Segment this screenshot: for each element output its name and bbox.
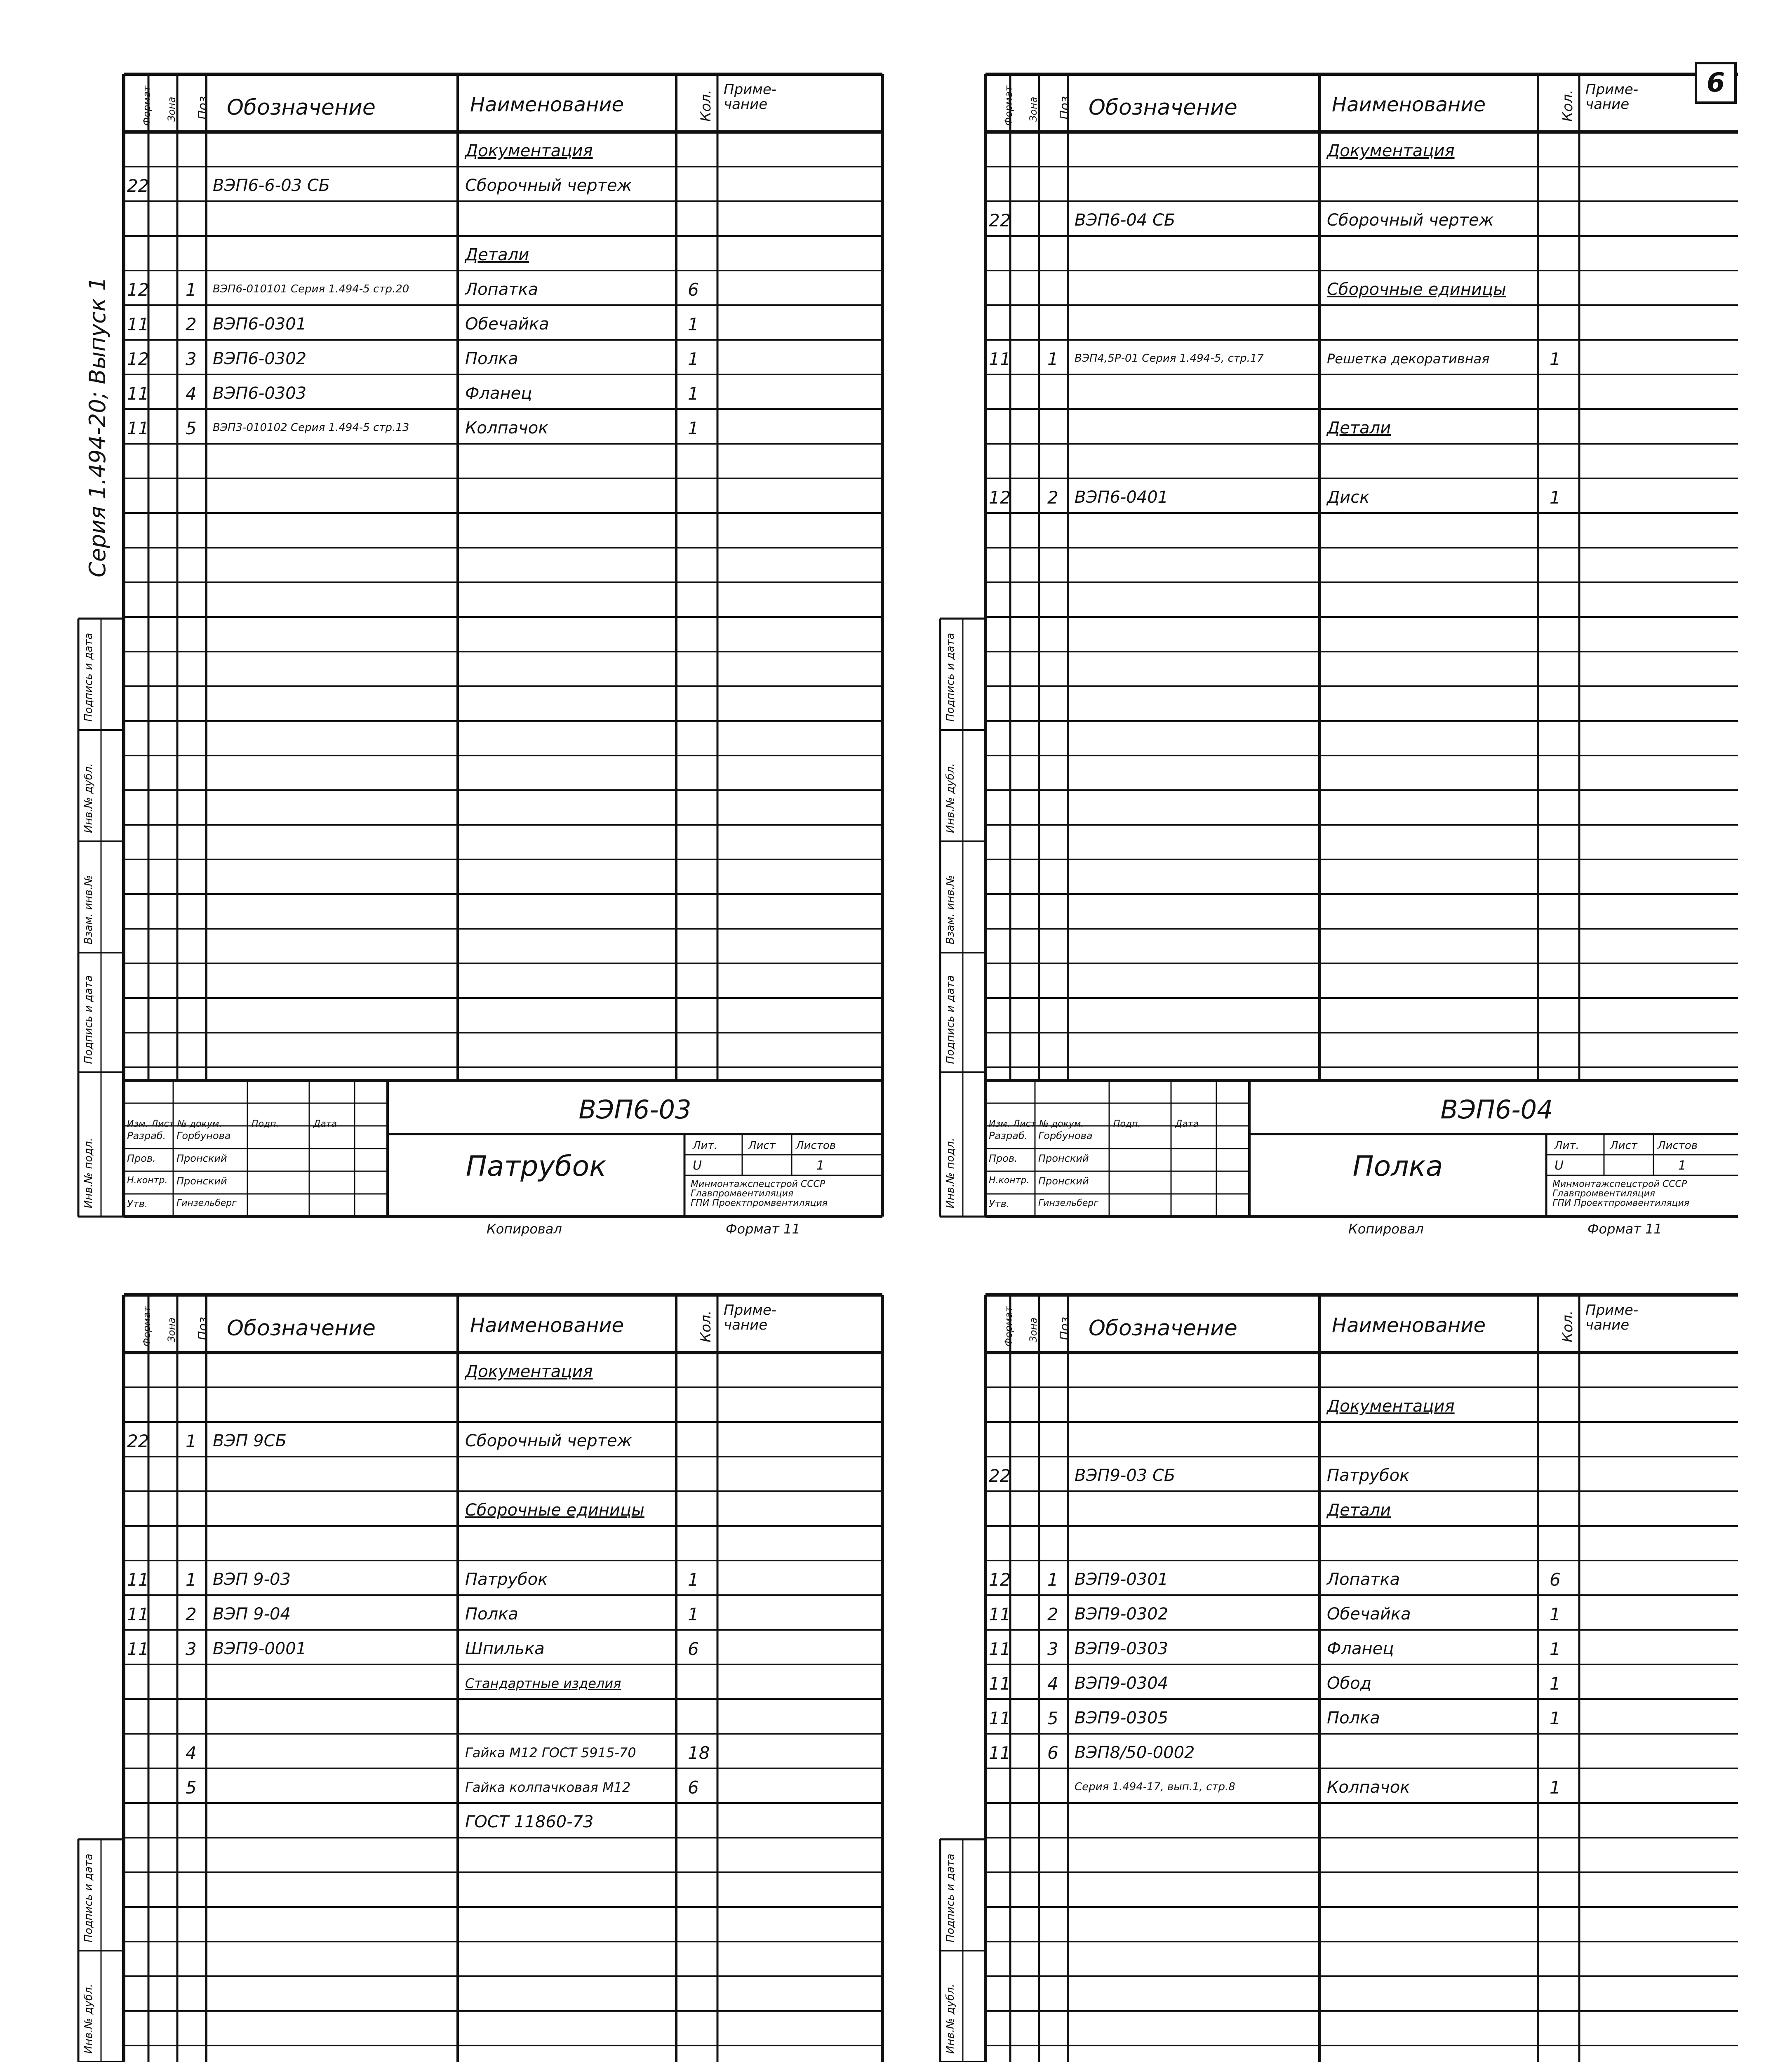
series-margin-note: Серия 1.494-20; Выпуск 1 [85, 277, 111, 577]
header-designation: Обозначение [1089, 95, 1237, 120]
cell-format: 11 [127, 1570, 149, 1590]
header-name: Наименование [1332, 93, 1486, 116]
cell-format: 11 [989, 1604, 1011, 1624]
cell-name: Решетка декоративная [1327, 351, 1490, 367]
cell-pos: 5 [186, 418, 197, 438]
cell-qty: 1 [1550, 1674, 1561, 1694]
header-note: Приме- чание [724, 1302, 777, 1333]
cell-pos: 5 [1047, 1708, 1058, 1728]
cell-designation: ВЭП9-0001 [213, 1639, 307, 1658]
cell-pos: 1 [186, 1431, 197, 1451]
cell-format: 11 [127, 384, 149, 404]
cell-designation: ВЭП9-0303 [1075, 1639, 1169, 1658]
header-zone: Зона [166, 1317, 177, 1342]
cell-name: Полка [465, 1605, 518, 1624]
cell-name: Обечайка [465, 315, 549, 334]
cell-format: 22 [989, 1466, 1011, 1486]
header-pos: Поз. [1058, 92, 1072, 120]
sheet-title: Патрубок [466, 1150, 607, 1183]
cell-name: Фланец [465, 384, 532, 403]
sheet-title: Полка [1352, 1150, 1443, 1183]
cell-format: 11 [989, 1639, 1011, 1659]
cell-designation: ВЭП6-0301 [213, 315, 307, 334]
sheet-grid [62, 62, 887, 1250]
tb-organization: Минмонтажспецстрой СССР Главпромвентиляция ГПИ Проектпромвентиляция [691, 1179, 828, 1209]
header-zone: Зона [1028, 97, 1039, 122]
tb-roles-date: Дата [313, 1119, 337, 1129]
cell-pos: 1 [186, 280, 197, 300]
sheet-code: ВЭП6-03 [579, 1095, 691, 1125]
tb-list-label: Лист [1610, 1139, 1637, 1152]
tb-listov-label: Листов [1658, 1139, 1698, 1152]
tb-razrab-name: Горбунова [176, 1130, 231, 1142]
cell-qty: 1 [1550, 1639, 1561, 1659]
tb-roles-date: Дата [1175, 1119, 1199, 1129]
tb-lit-value: U [1554, 1158, 1564, 1173]
cell-format: 22 [127, 176, 149, 196]
cell-format: 11 [989, 349, 1011, 369]
cell-name: Колпачок [1327, 1778, 1410, 1797]
cell-qty: 6 [688, 1777, 699, 1798]
section-heading: Документация [465, 1362, 593, 1381]
cell-pos: 5 [186, 1777, 197, 1798]
page-number: 6 [1695, 62, 1737, 104]
cell-format: 11 [127, 1604, 149, 1624]
cell-designation: ВЭП9-0304 [1075, 1674, 1169, 1693]
side-stamp-label: Инв.№ дубл. [82, 1984, 95, 2054]
cell-qty: 1 [688, 1604, 699, 1624]
header-qty: Кол. [698, 1310, 714, 1342]
section-heading: Сборочные единицы [465, 1501, 644, 1520]
cell-designation: ВЭП9-0301 [1075, 1570, 1169, 1589]
cell-format: 12 [127, 280, 149, 300]
cell-pos: 2 [186, 1604, 197, 1624]
cell-qty: 1 [688, 349, 699, 369]
cell-designation: ВЭП 9-03 [213, 1570, 291, 1589]
cell-designation: ВЭП4,5Р-01 Серия 1.494-5, стр.17 [1075, 352, 1264, 365]
copied-by: Копировал [487, 1221, 562, 1237]
header-format: Формат [141, 1306, 153, 1346]
sheet-code: ВЭП6-04 [1440, 1095, 1553, 1125]
header-name: Наименование [470, 1314, 624, 1337]
side-stamp-label: Подпись и дата [944, 633, 957, 722]
cell-name: Обечайка [1327, 1605, 1411, 1624]
cell-qty: 1 [688, 418, 699, 438]
tb-listov-value: 1 [816, 1158, 825, 1173]
cell-format: 11 [127, 1639, 149, 1659]
cell-qty: 6 [1550, 1570, 1561, 1590]
cell-format: 11 [127, 314, 149, 334]
cell-name: Обод [1327, 1674, 1372, 1693]
header-qty: Кол. [698, 89, 714, 122]
cell-qty: 6 [688, 1639, 699, 1659]
header-note: Приме- чание [1585, 81, 1639, 113]
cell-pos: 3 [186, 1639, 197, 1659]
copied-by: Копировал [1348, 1221, 1424, 1237]
tb-prov-name: Пронский [1038, 1153, 1089, 1164]
tb-utv-name: Гинзельберг [1038, 1198, 1098, 1208]
tb-organization: Минмонтажспецстрой СССР Главпромвентиляция ГПИ Проектпромвентиляция [1552, 1179, 1690, 1209]
tb-roles-doc: № докум. [1039, 1119, 1084, 1129]
cell-format: 12 [989, 487, 1011, 508]
header-pos: Поз. [1058, 1313, 1072, 1340]
cell-format: 11 [127, 418, 149, 438]
header-format: Формат [141, 85, 153, 126]
cell-name: Полка [1327, 1709, 1380, 1728]
cell-format: 11 [989, 1708, 1011, 1728]
cell-qty: 18 [688, 1743, 710, 1763]
cell-designation: ВЭП6-0302 [213, 349, 307, 368]
section-heading: Документация [465, 141, 593, 160]
tb-nkontr-name: Пронский [1038, 1175, 1089, 1187]
spec-sheet [62, 1283, 887, 2062]
header-designation: Обозначение [1089, 1316, 1237, 1341]
cell-name: Гайка М12 ГОСТ 5915-70 [465, 1745, 636, 1761]
cell-format: 22 [127, 1431, 149, 1451]
cell-designation: ВЭП9-0305 [1075, 1709, 1169, 1728]
header-name: Наименование [1332, 1314, 1486, 1337]
tb-roles-sign: Подп. [252, 1119, 279, 1129]
header-designation: Обозначение [227, 95, 376, 120]
cell-designation: ВЭП3-010102 Серия 1.494-5 стр.13 [213, 421, 409, 434]
cell-pos: 1 [186, 1570, 197, 1590]
cell-designation: ВЭП8/50-0002 [1075, 1743, 1195, 1762]
cell-pos: 6 [1047, 1743, 1058, 1763]
tb-roles-sign: Подп. [1113, 1119, 1141, 1129]
tb-razrab-name: Горбунова [1038, 1130, 1093, 1142]
cell-format: 11 [989, 1743, 1011, 1763]
spec-sheet [62, 62, 887, 1250]
cell-designation: ВЭП9-03 СБ [1075, 1466, 1176, 1485]
format-label: Формат 11 [1587, 1221, 1662, 1237]
section-heading: Сборочные единицы [1327, 280, 1506, 299]
cell-name: Лопатка [1327, 1570, 1400, 1589]
cell-pos: 4 [186, 1743, 197, 1763]
section-heading: Детали [1327, 419, 1391, 438]
cell-qty: 1 [1550, 1777, 1561, 1798]
cell-name: Шпилька [465, 1639, 545, 1658]
section-heading: Документация [1327, 1397, 1455, 1416]
cell-format: 22 [989, 210, 1011, 231]
tb-lit-label: Лит. [1554, 1139, 1579, 1152]
side-stamp-label: Инв.№ дубл. [944, 763, 957, 833]
side-stamp-label: Подпись и дата [82, 975, 95, 1064]
cell-name: Лопатка [465, 280, 539, 299]
cell-pos: 4 [186, 384, 197, 404]
tb-razrab-label: Разраб. [127, 1130, 166, 1142]
cell-qty: 1 [1550, 349, 1561, 369]
side-stamp-label: Инв.№ подл. [82, 1137, 95, 1208]
cell-pos: 2 [1047, 487, 1058, 508]
cell-format: 12 [127, 349, 149, 369]
side-stamp-label: Подпись и дата [944, 1853, 957, 1942]
tb-lit-value: U [693, 1158, 702, 1173]
tb-nkontr-label: Н.контр. [989, 1175, 1030, 1186]
header-qty: Кол. [1559, 89, 1576, 122]
cell-qty: 6 [688, 280, 699, 300]
cell-name: Сборочный чертеж [465, 176, 632, 195]
cell-pos: 3 [1047, 1639, 1058, 1659]
side-stamp-label: Подпись и дата [82, 1853, 95, 1942]
cell-name: Патрубок [465, 1570, 548, 1589]
cell-name: Сборочный чертеж [1327, 211, 1494, 230]
side-stamp-label: Инв.№ подл. [944, 1137, 957, 1208]
tb-prov-label: Пров. [127, 1153, 156, 1164]
cell-pos: 3 [186, 349, 197, 369]
tb-nkontr-label: Н.контр. [127, 1175, 168, 1186]
cell-name: Патрубок [1327, 1466, 1410, 1485]
tb-prov-label: Пров. [989, 1153, 1018, 1164]
cell-qty: 1 [1550, 487, 1561, 508]
cell-designation: ВЭП 9СБ [213, 1431, 287, 1450]
section-heading: Детали [465, 245, 529, 264]
header-pos: Поз. [196, 92, 210, 120]
header-note: Приме- чание [724, 81, 777, 113]
cell-name: ГОСТ 11860-73 [465, 1812, 594, 1831]
side-stamp-label: Подпись и дата [82, 633, 95, 722]
cell-designation: ВЭП 9-04 [213, 1605, 291, 1624]
header-pos: Поз. [196, 1313, 210, 1340]
header-note: Приме- чание [1585, 1302, 1639, 1333]
cell-designation: ВЭП6-0401 [1075, 488, 1169, 507]
format-label: Формат 11 [726, 1221, 800, 1237]
cell-qty: 1 [688, 384, 699, 404]
tb-utv-name: Гинзельберг [176, 1198, 237, 1208]
cell-designation: ВЭП6-04 СБ [1075, 211, 1176, 230]
header-format: Формат [1003, 1306, 1014, 1346]
tb-roles-izm: Изм. Лист [989, 1119, 1036, 1129]
cell-designation: ВЭП6-010101 Серия 1.494-5 стр.20 [213, 283, 409, 295]
section-heading: Детали [1327, 1501, 1391, 1520]
tb-nkontr-name: Пронский [176, 1175, 227, 1187]
side-stamp-label: Инв.№ дубл. [944, 1984, 957, 2054]
cell-pos: 1 [1047, 1570, 1058, 1590]
tb-lit-label: Лит. [693, 1139, 717, 1152]
cell-pos: 1 [1047, 349, 1058, 369]
cell-pos: 2 [186, 314, 197, 334]
header-designation: Обозначение [227, 1316, 376, 1341]
side-stamp-label: Взам. инв.№ [944, 875, 957, 944]
cell-qty: 1 [688, 1570, 699, 1590]
cell-name: Фланец [1327, 1639, 1394, 1658]
cell-qty: 1 [1550, 1604, 1561, 1624]
cell-name: Диск [1327, 488, 1370, 507]
tb-listov-value: 1 [1678, 1158, 1686, 1173]
header-zone: Зона [1028, 1317, 1039, 1342]
tb-utv-label: Утв. [989, 1198, 1010, 1210]
spec-sheet [924, 1283, 1738, 2062]
header-name: Наименование [470, 93, 624, 116]
cell-name: Полка [465, 349, 518, 368]
section-heading: Документация [1327, 141, 1455, 160]
cell-name: Гайка колпачковая М12 [465, 1780, 631, 1795]
cell-qty: 1 [688, 314, 699, 334]
header-zone: Зона [166, 97, 177, 122]
tb-roles-izm: Изм. Лист [127, 1119, 174, 1129]
cell-pos: 2 [1047, 1604, 1058, 1624]
cell-name: Колпачок [465, 419, 548, 438]
section-heading: Стандартные изделия [465, 1676, 621, 1691]
tb-razrab-label: Разраб. [989, 1130, 1028, 1142]
tb-roles-doc: № докум. [177, 1119, 222, 1129]
cell-name: Сборочный чертеж [465, 1431, 632, 1450]
sheet-grid [924, 62, 1738, 1250]
side-stamp-label: Инв.№ дубл. [82, 763, 95, 833]
cell-qty: 1 [1550, 1708, 1561, 1728]
cell-format: 11 [989, 1674, 1011, 1694]
cell-format: 12 [989, 1570, 1011, 1590]
tb-prov-name: Пронский [176, 1153, 227, 1164]
side-stamp-label: Взам. инв.№ [82, 875, 95, 944]
spec-sheet [924, 62, 1738, 1250]
cell-designation: ВЭП6-6-03 СБ [213, 176, 330, 195]
cell-pos: 4 [1047, 1674, 1058, 1694]
side-stamp-label: Подпись и дата [944, 975, 957, 1064]
tb-utv-label: Утв. [127, 1198, 148, 1210]
sheet-grid [62, 1283, 887, 2062]
cell-designation: Серия 1.494-17, вып.1, стр.8 [1075, 1781, 1235, 1793]
header-qty: Кол. [1559, 1310, 1576, 1342]
cell-designation: ВЭП6-0303 [213, 384, 307, 403]
header-format: Формат [1003, 85, 1014, 126]
tb-listov-label: Листов [796, 1139, 836, 1152]
cell-designation: ВЭП9-0302 [1075, 1605, 1169, 1624]
tb-list-label: Лист [748, 1139, 776, 1152]
